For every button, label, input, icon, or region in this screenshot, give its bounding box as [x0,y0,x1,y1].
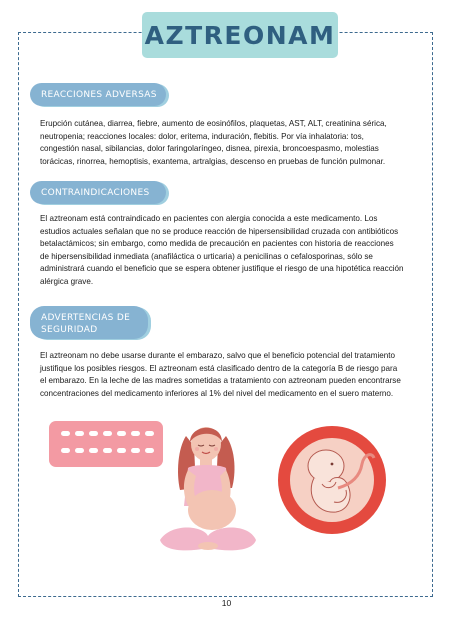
page-number: 10 [221,598,232,608]
section-heading-advertencias: ADVERTENCIAS DE SEGURIDAD [30,306,148,339]
section-body-contraindicaciones: El aztreonam está contraindicado en pacientes con alergia conocida a este medicamento. Los estudios actuales señalan que no se produce reacción de hipersensibilidad cruzada con antibióticos betalactámicos; sin embargo, como medida de precaución en pacientes con historia de reacciones de hipersensibilidad inmediata (anafiláctica o urticaria) a penicilinas o cefalosporinas, sólo se administrará cuando el beneficio que se espera obtener justifique el riesgo de una hipotética reacción alérgica grave. [40,214,404,286]
pregnant-woman-illustration [148,418,264,558]
section-heading-contraindicaciones: CONTRAINDICACIONES [30,181,166,204]
page-title: AZTREONAM [144,20,336,50]
section-body-reacciones-adversas: Erupción cutánea, diarrea, fiebre, aumento de eosinófilos, plaquetas, AST, ALT, creatinina sérica, neutropenia; reacciones locales: dolor, eritema, induración, flebitis. Por vía inhalatoria: tos, congestión nasal, sibilancias, dolor faringolaríngeo, disnea, pirexia, broncoespasmo, molestias torácicas, rinorrea, hemoptisis, exantema, artralgias, descenso en pruebas de función pulmonar. [40,119,387,166]
section-body-advertencias: El aztreonam no debe usarse durante el embarazo, salvo que el beneficio potencial del tratamiento justifique los posibles riesgos. El aztreonam está clasificado dentro de la categoría B de riesgo para el embarazo. En la leche de las madres sometidas a tratamiento con aztreonam pueden encontrarse concentraciones del medicamento inferiores al 1% del nivel del medicamento en el suero materno. [40,351,401,398]
fetus-illustration [276,424,388,536]
section-heading-reacciones-adversas: REACCIONES ADVERSAS [30,83,166,106]
title-banner [142,12,338,58]
pill-pack-icon [48,420,164,468]
